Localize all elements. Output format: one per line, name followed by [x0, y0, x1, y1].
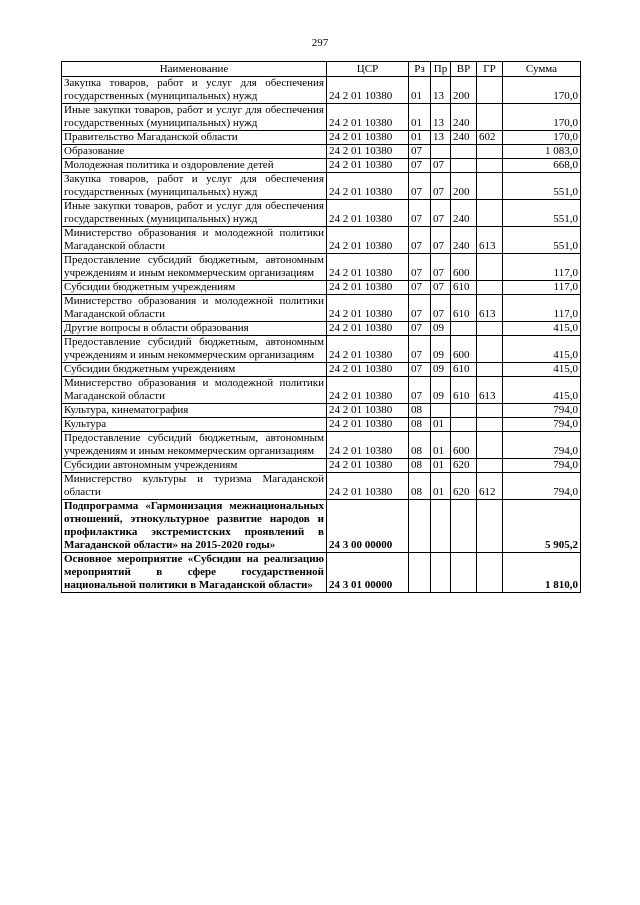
name-cell: Предоставление субсидий бюджетным, автономным учреждениям и иным некоммерческим организациям — [62, 336, 327, 363]
name-cell: Субсидии бюджетным учреждениям — [62, 281, 327, 295]
vr-cell — [451, 418, 477, 432]
pr-cell: 13 — [431, 104, 451, 131]
vr-cell — [451, 145, 477, 159]
rz-cell: 07 — [409, 281, 431, 295]
vr-cell — [451, 404, 477, 418]
rz-cell: 01 — [409, 131, 431, 145]
table-row — [62, 173, 581, 200]
vr-cell: 240 — [451, 227, 477, 254]
sum-cell: 794,0 — [503, 418, 581, 432]
vr-cell: 620 — [451, 459, 477, 473]
budget-table — [61, 61, 581, 593]
gr-cell — [477, 322, 503, 336]
gr-cell — [477, 418, 503, 432]
table-row — [62, 553, 581, 593]
gr-cell — [477, 77, 503, 104]
csr-cell: 24 2 01 10380 — [327, 363, 409, 377]
sum-cell: 5 905,2 — [503, 500, 581, 553]
pr-cell: 07 — [431, 295, 451, 322]
sum-cell: 415,0 — [503, 336, 581, 363]
csr-cell: 24 3 00 00000 — [327, 500, 409, 553]
table-row — [62, 159, 581, 173]
gr-cell — [477, 104, 503, 131]
gr-cell — [477, 363, 503, 377]
rz-cell: 08 — [409, 404, 431, 418]
pr-cell: 09 — [431, 322, 451, 336]
sum-cell: 551,0 — [503, 200, 581, 227]
sum-cell: 415,0 — [503, 363, 581, 377]
gr-cell — [477, 404, 503, 418]
name-cell: Основное мероприятие «Субсидии на реализацию мероприятий в сфере государственной национальной политики в Магаданской области» — [62, 553, 327, 593]
sum-cell: 551,0 — [503, 173, 581, 200]
vr-cell: 600 — [451, 254, 477, 281]
sum-cell: 170,0 — [503, 77, 581, 104]
rz-cell: 07 — [409, 159, 431, 173]
rz-cell: 07 — [409, 377, 431, 404]
rz-cell: 07 — [409, 254, 431, 281]
pr-cell: 07 — [431, 159, 451, 173]
table-row — [62, 336, 581, 363]
name-cell: Субсидии автономным учреждениям — [62, 459, 327, 473]
name-cell: Закупка товаров, работ и услуг для обеспечения государственных (муниципальных) нужд — [62, 173, 327, 200]
csr-cell: 24 2 01 10380 — [327, 77, 409, 104]
sum-cell: 117,0 — [503, 281, 581, 295]
pr-cell: 01 — [431, 473, 451, 500]
sum-cell: 117,0 — [503, 295, 581, 322]
csr-cell: 24 2 01 10380 — [327, 377, 409, 404]
pr-cell: 09 — [431, 363, 451, 377]
pr-cell: 07 — [431, 254, 451, 281]
gr-cell: 613 — [477, 295, 503, 322]
pr-cell: 01 — [431, 432, 451, 459]
sum-cell: 668,0 — [503, 159, 581, 173]
header-rz: Рз — [409, 62, 431, 77]
rz-cell: 07 — [409, 200, 431, 227]
vr-cell: 610 — [451, 281, 477, 295]
pr-cell: 01 — [431, 418, 451, 432]
table-body — [62, 77, 581, 593]
pr-cell: 09 — [431, 377, 451, 404]
csr-cell: 24 2 01 10380 — [327, 418, 409, 432]
gr-cell — [477, 145, 503, 159]
rz-cell: 07 — [409, 145, 431, 159]
pr-cell — [431, 553, 451, 593]
name-cell: Министерство образования и молодежной политики Магаданской области — [62, 377, 327, 404]
sum-cell: 415,0 — [503, 322, 581, 336]
rz-cell: 07 — [409, 227, 431, 254]
gr-cell — [477, 553, 503, 593]
header-vr: ВР — [451, 62, 477, 77]
gr-cell: 613 — [477, 227, 503, 254]
rz-cell: 07 — [409, 322, 431, 336]
name-cell: Правительство Магаданской области — [62, 131, 327, 145]
gr-cell — [477, 336, 503, 363]
pr-cell — [431, 500, 451, 553]
table-row — [62, 377, 581, 404]
rz-cell: 08 — [409, 459, 431, 473]
vr-cell — [451, 553, 477, 593]
pr-cell: 01 — [431, 459, 451, 473]
gr-cell — [477, 254, 503, 281]
table-row — [62, 227, 581, 254]
page-number: 297 — [311, 37, 329, 49]
csr-cell: 24 2 01 10380 — [327, 336, 409, 363]
pr-cell: 13 — [431, 131, 451, 145]
gr-cell — [477, 200, 503, 227]
rz-cell: 07 — [409, 295, 431, 322]
csr-cell: 24 2 01 10380 — [327, 131, 409, 145]
sum-cell: 794,0 — [503, 404, 581, 418]
name-cell: Предоставление субсидий бюджетным, автономным учреждениям и иным некоммерческим организациям — [62, 432, 327, 459]
name-cell: Подпрограмма «Гармонизация межнациональных отношений, этнокультурное развитие народов и профилактика экстремистских проявлений в Магаданской области» на 2015-2020 годы» — [62, 500, 327, 553]
rz-cell: 08 — [409, 418, 431, 432]
csr-cell: 24 2 01 10380 — [327, 404, 409, 418]
sum-cell: 170,0 — [503, 104, 581, 131]
sum-cell: 794,0 — [503, 432, 581, 459]
sum-cell: 794,0 — [503, 459, 581, 473]
csr-cell: 24 2 01 10380 — [327, 432, 409, 459]
header-pr: Пр — [431, 62, 451, 77]
csr-cell: 24 2 01 10380 — [327, 104, 409, 131]
gr-cell: 612 — [477, 473, 503, 500]
csr-cell: 24 2 01 10380 — [327, 295, 409, 322]
sum-cell: 117,0 — [503, 254, 581, 281]
rz-cell — [409, 553, 431, 593]
csr-cell: 24 2 01 10380 — [327, 159, 409, 173]
vr-cell: 620 — [451, 473, 477, 500]
gr-cell — [477, 459, 503, 473]
header-gr: ГР — [477, 62, 503, 77]
name-cell: Предоставление субсидий бюджетным, автономным учреждениям и иным некоммерческим организациям — [62, 254, 327, 281]
table-row — [62, 295, 581, 322]
csr-cell: 24 2 01 10380 — [327, 473, 409, 500]
gr-cell — [477, 159, 503, 173]
name-cell: Образование — [62, 145, 327, 159]
rz-cell: 01 — [409, 104, 431, 131]
pr-cell: 07 — [431, 281, 451, 295]
table-row — [62, 432, 581, 459]
vr-cell: 610 — [451, 377, 477, 404]
vr-cell: 610 — [451, 295, 477, 322]
csr-cell: 24 2 01 10380 — [327, 200, 409, 227]
table-row — [62, 322, 581, 336]
rz-cell — [409, 500, 431, 553]
pr-cell: 09 — [431, 336, 451, 363]
sum-cell: 551,0 — [503, 227, 581, 254]
table-row — [62, 254, 581, 281]
pr-cell — [431, 404, 451, 418]
rz-cell: 07 — [409, 173, 431, 200]
csr-cell: 24 3 01 00000 — [327, 553, 409, 593]
header-sum: Сумма — [503, 62, 581, 77]
rz-cell: 07 — [409, 336, 431, 363]
name-cell: Министерство образования и молодежной политики Магаданской области — [62, 227, 327, 254]
table-row — [62, 200, 581, 227]
name-cell: Иные закупки товаров, работ и услуг для обеспечения государственных (муниципальных) нужд — [62, 200, 327, 227]
vr-cell — [451, 500, 477, 553]
table-row — [62, 77, 581, 104]
table-row — [62, 404, 581, 418]
gr-cell: 613 — [477, 377, 503, 404]
table-row — [62, 104, 581, 131]
gr-cell — [477, 281, 503, 295]
vr-cell — [451, 159, 477, 173]
rz-cell: 07 — [409, 363, 431, 377]
csr-cell: 24 2 01 10380 — [327, 173, 409, 200]
pr-cell: 13 — [431, 77, 451, 104]
vr-cell: 240 — [451, 104, 477, 131]
vr-cell: 600 — [451, 336, 477, 363]
table-row — [62, 459, 581, 473]
csr-cell: 24 2 01 10380 — [327, 227, 409, 254]
pr-cell: 07 — [431, 200, 451, 227]
table-row — [62, 131, 581, 145]
vr-cell: 200 — [451, 173, 477, 200]
name-cell: Другие вопросы в области образования — [62, 322, 327, 336]
vr-cell — [451, 322, 477, 336]
sum-cell: 1 083,0 — [503, 145, 581, 159]
vr-cell: 600 — [451, 432, 477, 459]
sum-cell: 1 810,0 — [503, 553, 581, 593]
csr-cell: 24 2 01 10380 — [327, 459, 409, 473]
name-cell: Иные закупки товаров, работ и услуг для обеспечения государственных (муниципальных) нужд — [62, 104, 327, 131]
gr-cell — [477, 500, 503, 553]
table-row — [62, 418, 581, 432]
pr-cell: 07 — [431, 227, 451, 254]
rz-cell: 01 — [409, 77, 431, 104]
table-row — [62, 281, 581, 295]
csr-cell: 24 2 01 10380 — [327, 254, 409, 281]
header-name: Наименование — [62, 62, 327, 77]
rz-cell: 08 — [409, 473, 431, 500]
name-cell: Молодежная политика и оздоровление детей — [62, 159, 327, 173]
name-cell: Министерство культуры и туризма Магаданской области — [62, 473, 327, 500]
vr-cell: 240 — [451, 200, 477, 227]
csr-cell: 24 2 01 10380 — [327, 281, 409, 295]
vr-cell: 610 — [451, 363, 477, 377]
csr-cell: 24 2 01 10380 — [327, 322, 409, 336]
name-cell: Министерство образования и молодежной политики Магаданской области — [62, 295, 327, 322]
pr-cell: 07 — [431, 173, 451, 200]
name-cell: Культура, кинематография — [62, 404, 327, 418]
header-row — [62, 62, 581, 77]
table-row — [62, 363, 581, 377]
table-row — [62, 145, 581, 159]
table-row — [62, 500, 581, 553]
sum-cell: 415,0 — [503, 377, 581, 404]
name-cell: Культура — [62, 418, 327, 432]
vr-cell: 200 — [451, 77, 477, 104]
gr-cell: 602 — [477, 131, 503, 145]
vr-cell: 240 — [451, 131, 477, 145]
sum-cell: 170,0 — [503, 131, 581, 145]
sum-cell: 794,0 — [503, 473, 581, 500]
gr-cell — [477, 173, 503, 200]
pr-cell — [431, 145, 451, 159]
rz-cell: 08 — [409, 432, 431, 459]
table-row — [62, 473, 581, 500]
name-cell: Закупка товаров, работ и услуг для обеспечения государственных (муниципальных) нужд — [62, 77, 327, 104]
csr-cell: 24 2 01 10380 — [327, 145, 409, 159]
header-csr: ЦСР — [327, 62, 409, 77]
name-cell: Субсидии бюджетным учреждениям — [62, 363, 327, 377]
gr-cell — [477, 432, 503, 459]
